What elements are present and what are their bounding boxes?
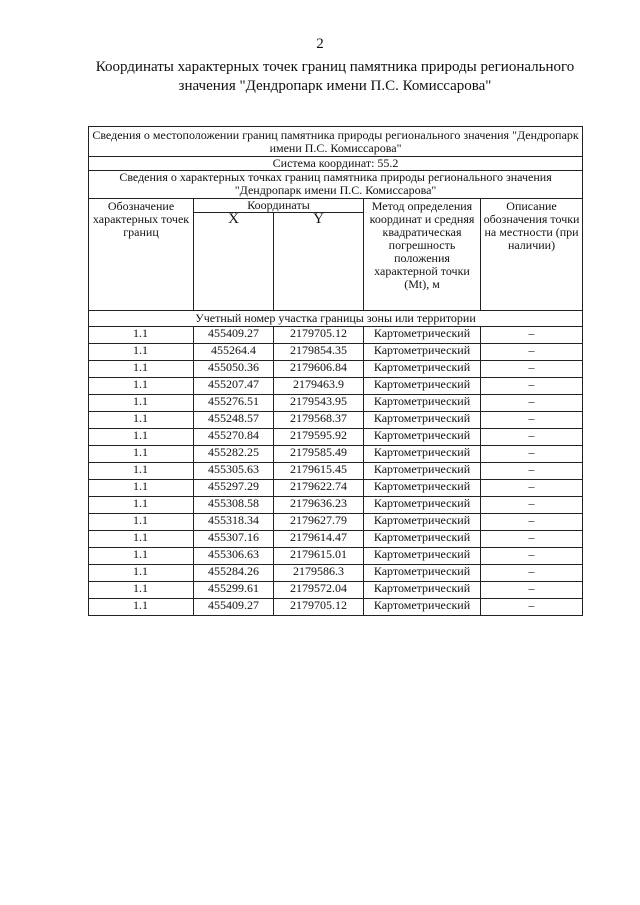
x-cell: 455264.4 (194, 344, 274, 361)
header-x: X (194, 213, 274, 311)
point-cell: 1.1 (89, 361, 194, 378)
table-row (89, 446, 583, 463)
method-cell: Картометрический (364, 514, 481, 531)
y-cell: 2179463.9 (274, 378, 364, 395)
method-cell: Картометрический (364, 378, 481, 395)
point-cell: 1.1 (89, 514, 194, 531)
x-cell: 455305.63 (194, 463, 274, 480)
table-row (89, 412, 583, 429)
section-row (89, 311, 583, 327)
description-cell: – (481, 361, 583, 378)
header-designation: Обозначение характерных точек границ (89, 199, 194, 311)
points-info-cell: Сведения о характерных точках границ памятника природы регионального значения "Дендропарк имени П.С. Комиссарова" (89, 171, 583, 199)
x-cell: 455409.27 (194, 599, 274, 616)
header-y: Y (274, 213, 364, 311)
point-cell: 1.1 (89, 565, 194, 582)
description-cell: – (481, 429, 583, 446)
y-cell: 2179572.04 (274, 582, 364, 599)
y-cell: 2179543.95 (274, 395, 364, 412)
y-cell: 2179627.79 (274, 514, 364, 531)
table-row (89, 599, 583, 616)
y-cell: 2179586.3 (274, 565, 364, 582)
y-cell: 2179606.84 (274, 361, 364, 378)
table-row (89, 497, 583, 514)
point-cell: 1.1 (89, 344, 194, 361)
description-cell: – (481, 599, 583, 616)
table-row (89, 531, 583, 548)
x-cell: 455297.29 (194, 480, 274, 497)
description-cell: – (481, 497, 583, 514)
description-cell: – (481, 463, 583, 480)
section-label: Учетный номер участка границы зоны или территории (89, 311, 583, 327)
description-cell: – (481, 531, 583, 548)
header-coordinates: Координаты (194, 199, 364, 213)
x-cell: 455299.61 (194, 582, 274, 599)
header-row (89, 199, 583, 213)
coordinates-table (88, 126, 583, 616)
method-cell: Картометрический (364, 446, 481, 463)
point-cell: 1.1 (89, 531, 194, 548)
y-cell: 2179585.49 (274, 446, 364, 463)
point-cell: 1.1 (89, 327, 194, 344)
x-cell: 455284.26 (194, 565, 274, 582)
description-cell: – (481, 514, 583, 531)
location-info-row (89, 127, 583, 157)
description-cell: – (481, 480, 583, 497)
point-cell: 1.1 (89, 599, 194, 616)
x-cell: 455307.16 (194, 531, 274, 548)
table-row (89, 378, 583, 395)
table-row (89, 582, 583, 599)
header-method: Метод определения координат и средняя квадратическая погрешность положения характерной точки (Mt), м (364, 199, 481, 311)
method-cell: Картометрический (364, 599, 481, 616)
x-cell: 455276.51 (194, 395, 274, 412)
point-cell: 1.1 (89, 497, 194, 514)
point-cell: 1.1 (89, 480, 194, 497)
method-cell: Картометрический (364, 531, 481, 548)
method-cell: Картометрический (364, 582, 481, 599)
x-cell: 455050.36 (194, 361, 274, 378)
method-cell: Картометрический (364, 344, 481, 361)
description-cell: – (481, 565, 583, 582)
page-number: 2 (316, 36, 324, 52)
description-cell: – (481, 582, 583, 599)
y-cell: 2179705.12 (274, 327, 364, 344)
description-cell: – (481, 395, 583, 412)
table-row (89, 514, 583, 531)
method-cell: Картометрический (364, 548, 481, 565)
y-cell: 2179615.45 (274, 463, 364, 480)
table-row (89, 565, 583, 582)
point-cell: 1.1 (89, 463, 194, 480)
point-cell: 1.1 (89, 429, 194, 446)
description-cell: – (481, 344, 583, 361)
table-row (89, 327, 583, 344)
table-row (89, 480, 583, 497)
x-cell: 455308.58 (194, 497, 274, 514)
description-cell: – (481, 548, 583, 565)
table-row (89, 361, 583, 378)
y-cell: 2179622.74 (274, 480, 364, 497)
point-cell: 1.1 (89, 446, 194, 463)
point-cell: 1.1 (89, 378, 194, 395)
y-cell: 2179595.92 (274, 429, 364, 446)
point-cell: 1.1 (89, 582, 194, 599)
table-row (89, 463, 583, 480)
header-description: Описание обозначения точки на местности (при наличии) (481, 199, 583, 311)
coord-system-cell: Система координат: 55.2 (89, 157, 583, 171)
description-cell: – (481, 378, 583, 395)
method-cell: Картометрический (364, 395, 481, 412)
description-cell: – (481, 446, 583, 463)
method-cell: Картометрический (364, 565, 481, 582)
coord-system-row (89, 157, 583, 171)
x-cell: 455270.84 (194, 429, 274, 446)
y-cell: 2179615.01 (274, 548, 364, 565)
y-cell: 2179854.35 (274, 344, 364, 361)
description-cell: – (481, 327, 583, 344)
y-cell: 2179636.23 (274, 497, 364, 514)
y-cell: 2179614.47 (274, 531, 364, 548)
point-cell: 1.1 (89, 548, 194, 565)
table-row (89, 548, 583, 565)
description-cell: – (481, 412, 583, 429)
method-cell: Картометрический (364, 429, 481, 446)
method-cell: Картометрический (364, 497, 481, 514)
x-cell: 455282.25 (194, 446, 274, 463)
method-cell: Картометрический (364, 327, 481, 344)
method-cell: Картометрический (364, 480, 481, 497)
method-cell: Картометрический (364, 463, 481, 480)
points-info-row (89, 171, 583, 199)
x-cell: 455248.57 (194, 412, 274, 429)
x-cell: 455409.27 (194, 327, 274, 344)
document-title: Координаты характерных точек границ памятника природы регионального значения "Дендропарк имени П.С. Комиссарова" (95, 59, 575, 94)
table-row (89, 429, 583, 446)
method-cell: Картометрический (364, 412, 481, 429)
method-cell: Картометрический (364, 361, 481, 378)
x-cell: 455318.34 (194, 514, 274, 531)
table-row (89, 344, 583, 361)
point-cell: 1.1 (89, 395, 194, 412)
x-cell: 455306.63 (194, 548, 274, 565)
point-cell: 1.1 (89, 412, 194, 429)
table-row (89, 395, 583, 412)
y-cell: 2179705.12 (274, 599, 364, 616)
x-cell: 455207.47 (194, 378, 274, 395)
y-cell: 2179568.37 (274, 412, 364, 429)
location-info-cell: Сведения о местоположении границ памятника природы регионального значения "Дендропарк имени П.С. Комиссарова" (89, 127, 583, 157)
